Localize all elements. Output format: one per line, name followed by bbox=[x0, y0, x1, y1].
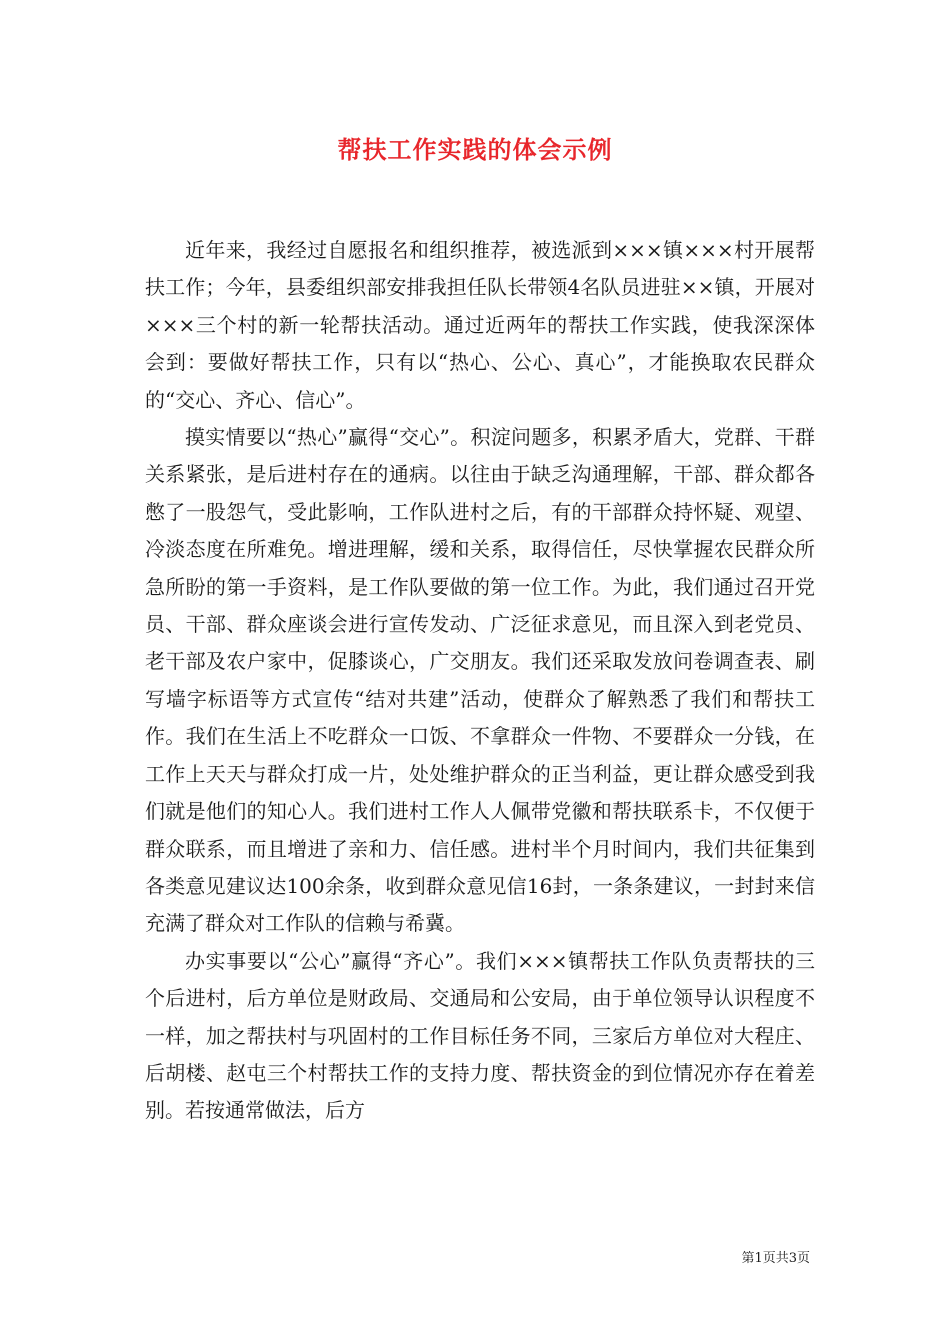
paragraph-intro: 近年来，我经过自愿报名和组织推荐，被选派到×××镇×××村开展帮扶工作；今年，县委组织部安排我担任队长带领4名队员进驻××镇，开展对×××三个村的新一轮帮扶活动。通过近两年的帮扶工作实践，使我深深体会到：要做好帮扶工作，只有以“热心、公心、真心”，才能换取农民群众的“交心、齐心、信心”。 bbox=[145, 238, 815, 412]
document-body bbox=[145, 232, 815, 1130]
page-title: 帮扶工作实践的体会示例 bbox=[337, 135, 613, 164]
paragraph-warm-heart: 摸实情要以“热心”赢得“交心”。积淀问题多，积累矛盾大，党群、干群关系紧张，是后进村存在的通病。以往由于缺乏沟通理解，干部、群众都各憋了一股怨气，受此影响，工作队进村之后，有的干部群众持怀疑、观望、冷淡态度在所难免。增进理解，缓和关系，取得信任，尽快掌握农民群众所急所盼的第一手资料，是工作队要做的第一位工作。为此，我们通过召开党员、干部、群众座谈会进行宣传发动、广泛征求意见，而且深入到老党员、老干部及农户家中，促膝谈心，广交朋友。我们还采取发放问卷调查表、刷写墙字标语等方式宣传“结对共建”活动，使群众了解熟悉了我们和帮扶工作。我们在生活上不吃群众一口饭、不拿群众一件物、不要群众一分钱，在工作上天天与群众打成一片，处处维护群众的正当利益，更让群众感受到我们就是他们的知心人。我们进村工作人人佩带党徽和帮扶联系卡，不仅便于群众联系，而且增进了亲和力、信任感。进村半个月时间内，我们共征集到各类意见建议达100余条，收到群众意见信16封，一条条建议，一封封来信充满了群众对工作队的信赖与希冀。 bbox=[145, 425, 815, 936]
page-number-footer: 第1页共3页 bbox=[741, 1251, 810, 1266]
paragraph-fair-heart: 办实事要以“公心”赢得“齐心”。我们×××镇帮扶工作队负责帮扶的三个后进村，后方单位是财政局、交通局和公安局，由于单位领导认识程度不一样，加之帮扶村与巩固村的工作目标任务不同，三家后方单位对大程庄、后胡楼、赵屯三个村帮扶工作的支持力度、帮扶资金的到位情况亦存在着差别。若按通常做法，后方 bbox=[145, 948, 815, 1123]
